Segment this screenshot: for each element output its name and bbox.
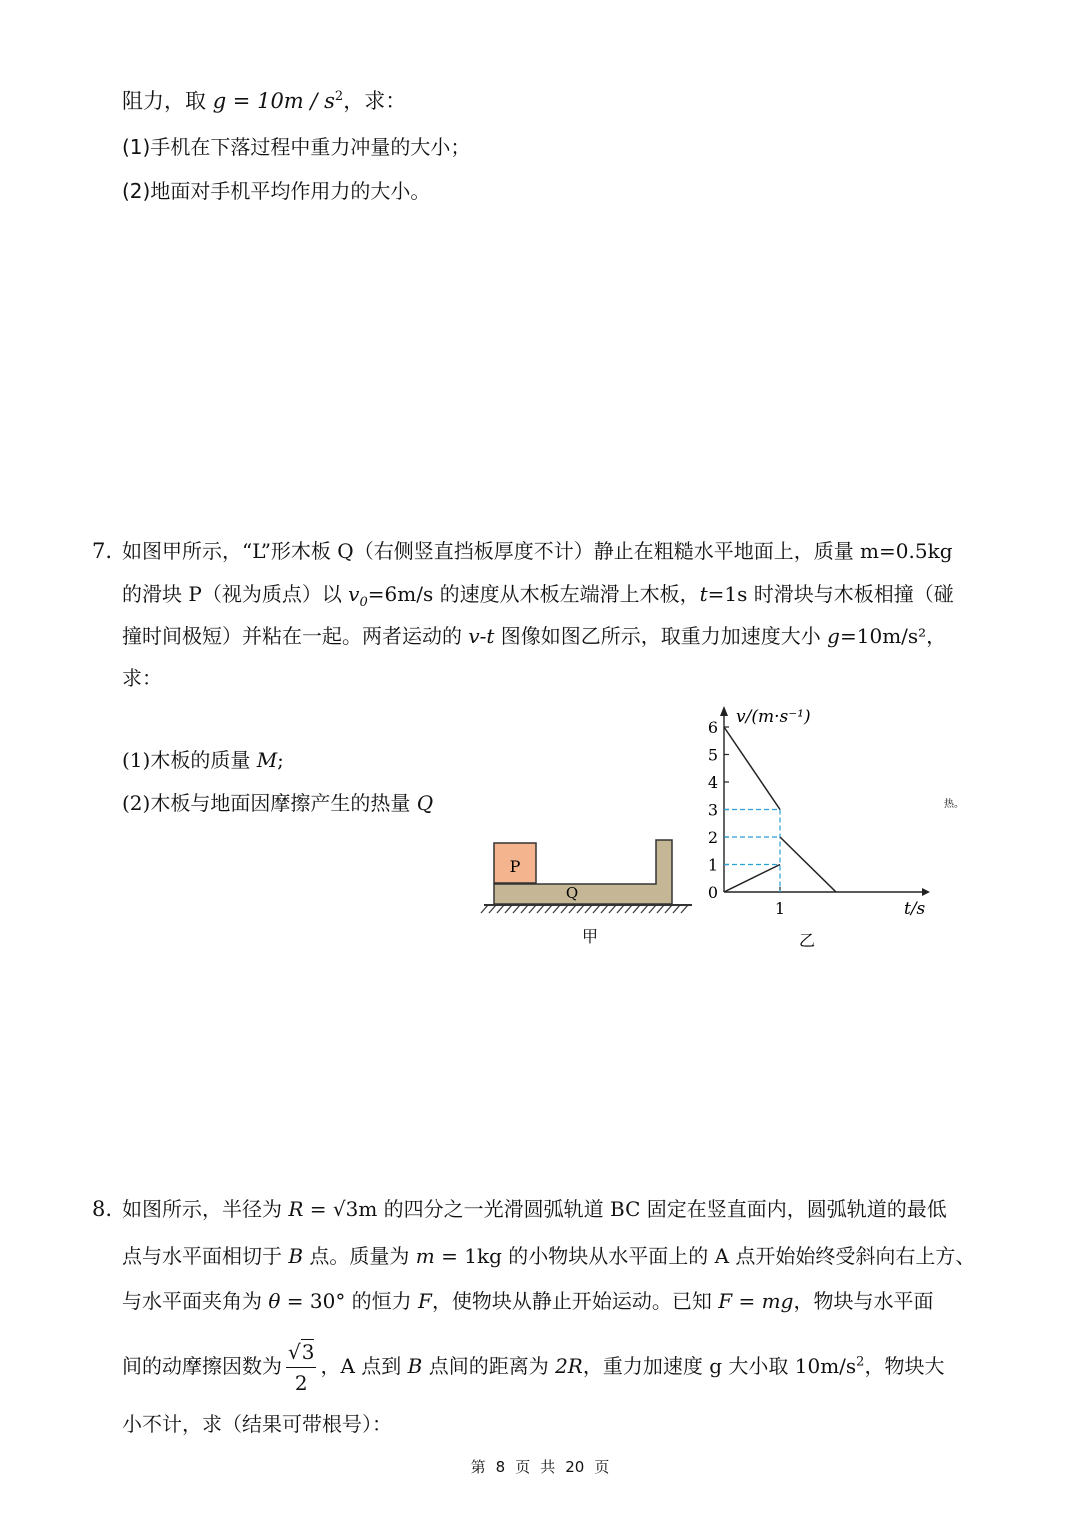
figure-jia bbox=[478, 830, 698, 955]
hatch-stroke bbox=[633, 905, 640, 913]
y-tick-label: 1 bbox=[707, 855, 718, 875]
hatch-stroke bbox=[657, 905, 664, 913]
hatch-stroke bbox=[577, 905, 584, 913]
q8-number: 8. bbox=[92, 1197, 113, 1221]
hatch-stroke bbox=[521, 905, 528, 913]
hatch-stroke bbox=[481, 905, 488, 913]
friction-fraction: $\frac{√3}{2}$ bbox=[286, 1337, 316, 1398]
caption-yi: 乙 bbox=[798, 931, 816, 950]
q8-line3: 与水平面夹角为 θ = 30° 的恒力 F，使物块从静止开始运动。已知 F = mg，物块与水平面 bbox=[122, 1289, 934, 1313]
hatch-stroke bbox=[529, 905, 536, 913]
q7-number: 7. bbox=[92, 539, 113, 563]
q7-line2: 的滑块 P（视为质点）以 $v_0=6m/s$ 的速度从木板左端滑上木板，t=1s 时滑块与木板相撞（碰 bbox=[122, 582, 954, 610]
y-tick-label: 4 bbox=[707, 773, 718, 792]
x-tick-label: 1 bbox=[774, 899, 786, 918]
series-line-pq bbox=[780, 837, 836, 892]
hatch-stroke bbox=[513, 905, 520, 913]
board-q-label: Q bbox=[565, 884, 579, 902]
y-axis-label: v/(m·s⁻¹) bbox=[736, 707, 811, 727]
hatch-stroke bbox=[489, 905, 496, 913]
hatch-stroke bbox=[617, 905, 624, 913]
y-axis-arrow bbox=[720, 706, 728, 716]
hatch-stroke bbox=[625, 905, 632, 913]
hatch-stroke bbox=[649, 905, 656, 913]
q8-line4: 间的动摩擦因数为 $\frac{√3}{2}$ ，A 点到 B 点间的距离为 2R，重力加速度 g 大小取 $10m/s^2$，物块大 bbox=[122, 1336, 944, 1398]
hatch-stroke bbox=[641, 905, 648, 913]
page-footer: 第 8 页 共 20 页 bbox=[470, 1458, 610, 1476]
q7-part1: (1)木板的质量 M; bbox=[122, 748, 284, 772]
q6-g-formula: g = 10m / s bbox=[212, 89, 335, 113]
q8-line5: 小不计，求（结果可带根号）： bbox=[122, 1412, 392, 1436]
q6-part2: (2)地面对手机平均作用力的大小。 bbox=[122, 179, 431, 203]
series-line-p bbox=[724, 727, 780, 810]
hatch-stroke bbox=[569, 905, 576, 913]
y-tick-label: 6 bbox=[707, 718, 718, 737]
block-p-label: P bbox=[509, 857, 521, 876]
hatch-stroke bbox=[497, 905, 504, 913]
y-tick-label: 5 bbox=[707, 745, 718, 765]
q6-intro: 阻力，取 $g = 10m / s^2$，求： bbox=[122, 89, 407, 113]
q7-line1: 如图甲所示，“L”形木板 Q（右侧竖直挡板厚度不计）静止在粗糙水平地面上，质量 m=0.5kg bbox=[122, 539, 953, 563]
hatch-stroke bbox=[505, 905, 512, 913]
hatch-stroke bbox=[673, 905, 680, 913]
caption-jia: 甲 bbox=[581, 927, 599, 946]
hatch-stroke bbox=[665, 905, 672, 913]
q7-part2: (2)木板与地面因摩擦产生的热量 Q bbox=[122, 791, 434, 815]
hatch-stroke bbox=[593, 905, 600, 913]
q8-line1: 如图所示，半径为 R = √3m 的四分之一光滑圆弧轨道 BC 固定在竖直面内，圆弧轨道的最低 bbox=[122, 1197, 947, 1221]
hatch-stroke bbox=[553, 905, 560, 913]
hatch-stroke bbox=[601, 905, 608, 913]
ground-hatch bbox=[481, 905, 688, 913]
hatch-stroke bbox=[537, 905, 544, 913]
y-tick-label: 0 bbox=[707, 883, 718, 902]
y-tick-label: 3 bbox=[707, 800, 718, 820]
hatch-stroke bbox=[585, 905, 592, 913]
x-axis-label: t/s bbox=[904, 899, 926, 919]
hatch-stroke bbox=[609, 905, 616, 913]
q7-line3: 撞时间极短）并粘在一起。两者运动的 v-t 图像如图乙所示，取重力加速度大小 g=10m/s²， bbox=[122, 624, 947, 648]
x-axis-arrow bbox=[922, 888, 930, 896]
series-line-q bbox=[724, 865, 780, 893]
page-total: 20 bbox=[565, 1458, 585, 1476]
q6-part1: (1)手机在下落过程中重力冲量的大小； bbox=[122, 135, 471, 159]
q7-mark: 热。 bbox=[944, 799, 964, 810]
hatch-stroke bbox=[545, 905, 552, 913]
q8-line2: 点与水平面相切于 B 点。质量为 m = 1kg 的小物块从水平面上的 A 点开始始终受斜向右上方、 bbox=[122, 1244, 976, 1268]
figure-yi-vt-chart bbox=[700, 700, 940, 955]
hatch-stroke bbox=[561, 905, 568, 913]
page-number: 8 bbox=[495, 1458, 506, 1476]
y-tick-label: 2 bbox=[707, 828, 718, 847]
hatch-stroke bbox=[681, 905, 688, 913]
q7-line4: 求： bbox=[122, 666, 162, 690]
